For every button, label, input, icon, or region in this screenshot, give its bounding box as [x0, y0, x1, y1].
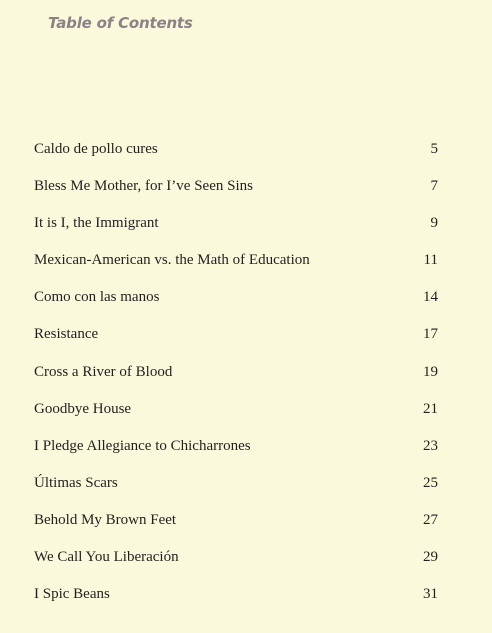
toc-entry-title: Resistance: [34, 326, 99, 343]
toc-entry-page: 31: [423, 586, 438, 603]
toc-entry-title: Cross a River of Blood: [34, 363, 173, 380]
toc-entry: [34, 214, 438, 251]
toc-entry: [34, 288, 438, 325]
toc-entry: [34, 140, 438, 177]
toc-entry-title: Caldo de pollo cures: [34, 141, 158, 157]
toc-entry-page: 11: [423, 252, 438, 269]
toc-entry-page: 14: [423, 289, 438, 306]
toc-entry-title: Últimas Scars: [34, 474, 118, 491]
toc-entry-page: 25: [423, 474, 438, 491]
toc-entry-title: I Pledge Allegiance to Chicharrones: [34, 437, 251, 454]
toc-entry: [34, 585, 438, 622]
toc-entry: [34, 511, 438, 548]
toc-entry-title: Mexican-American vs. the Math of Education: [34, 252, 310, 269]
toc-entry: [34, 474, 438, 511]
toc-entry-title: We Call You Liberación: [34, 549, 179, 566]
toc-entry-title: Como con las manos: [34, 289, 160, 306]
toc-list: [34, 140, 438, 622]
toc-heading: Table of Contents: [48, 14, 193, 32]
toc-entry-page: 29: [423, 549, 438, 566]
toc-entry-page: 27: [423, 511, 438, 528]
toc-entry-title: I Spic Beans: [34, 586, 110, 603]
toc-entry-page: 5: [430, 141, 438, 157]
toc-entry: [34, 400, 438, 437]
toc-entry-title: Goodbye House: [34, 400, 132, 417]
toc-entry-page: 9: [430, 215, 438, 232]
toc-entry-page: 17: [423, 326, 438, 343]
toc-entry-title: It is I, the Immigrant: [34, 215, 159, 232]
toc-entry-page: 19: [423, 363, 438, 380]
toc-entry-title: Behold My Brown Feet: [34, 511, 177, 528]
toc-entry: [34, 177, 438, 214]
toc-entry-page: 7: [430, 178, 438, 195]
toc-entry-page: 23: [423, 437, 438, 454]
toc-entry: [34, 325, 438, 362]
toc-entry: [34, 548, 438, 585]
toc-entry: [34, 251, 438, 288]
toc-entry: [34, 437, 438, 474]
toc-entry: [34, 363, 438, 400]
toc-entry-page: 21: [423, 400, 438, 417]
toc-entry-title: Bless Me Mother, for I’ve Seen Sins: [34, 178, 253, 195]
